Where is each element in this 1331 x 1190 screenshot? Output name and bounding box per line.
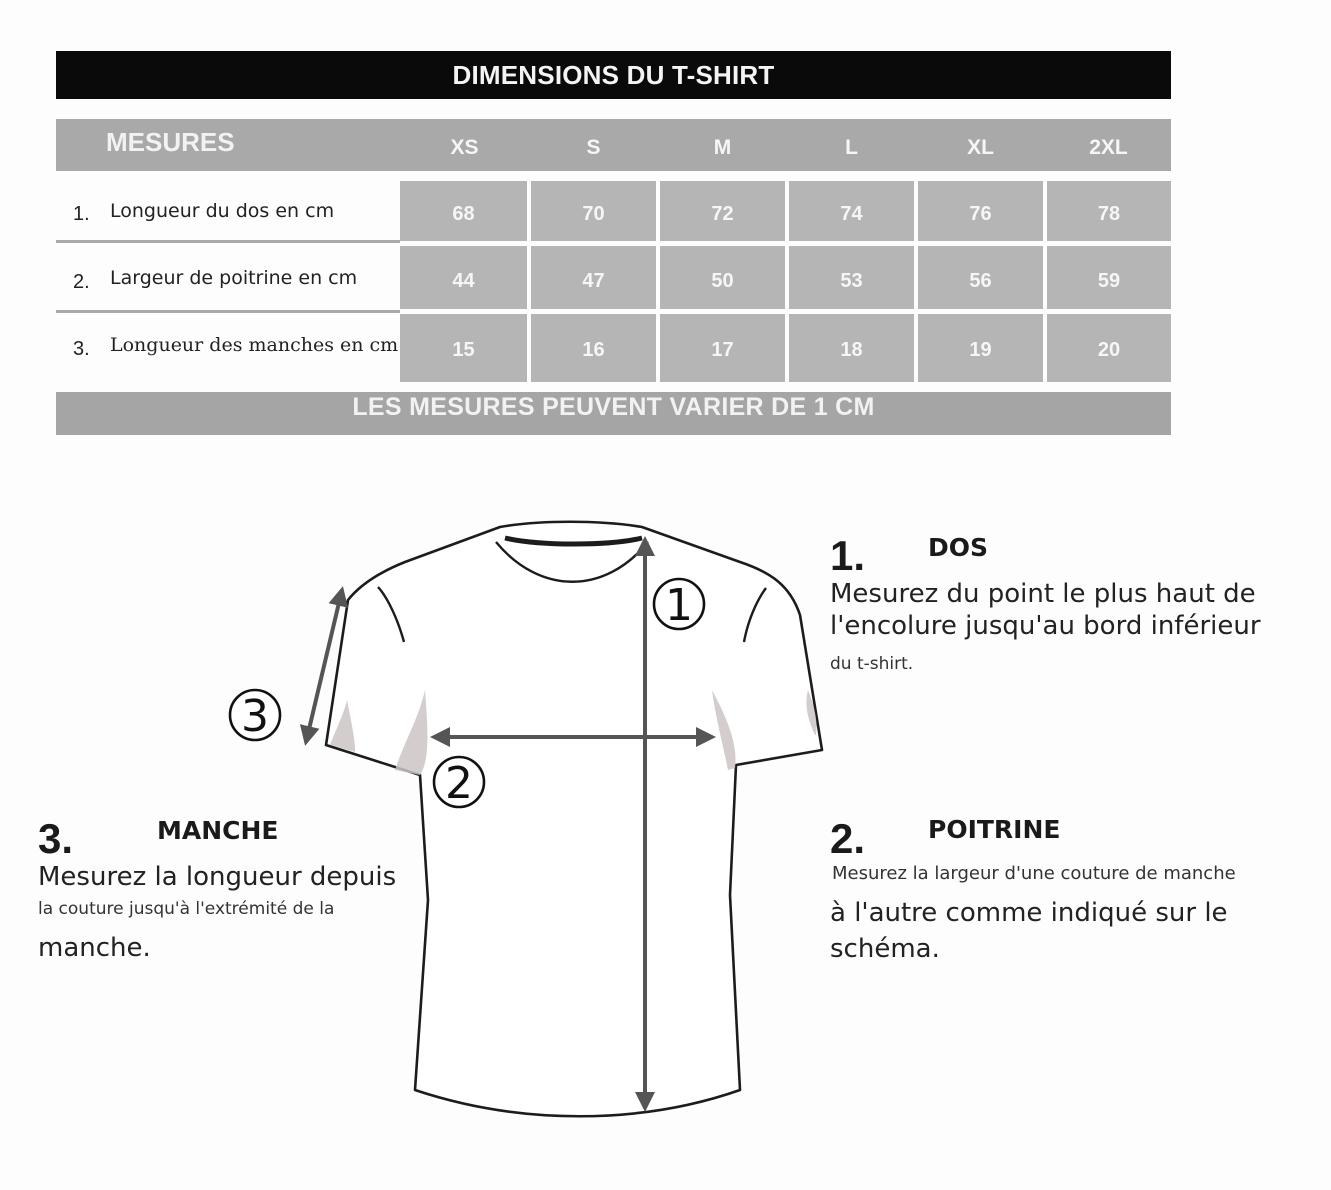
poitrine-text-line-3: schéma. (830, 934, 940, 964)
row-text: Longueur du dos en cm (110, 200, 335, 222)
table-cell: 74 (789, 181, 914, 241)
marker-2-label: 2 (445, 758, 473, 809)
manche-text-line-1: Mesurez la longueur depuis (38, 862, 397, 892)
poitrine-number: 2. (830, 815, 866, 862)
table-cell: 50 (660, 246, 785, 309)
row-text: Largeur de poitrine en cm (110, 267, 358, 289)
table-cell: 76 (918, 181, 1043, 241)
manche-title: MANCHE (157, 816, 279, 845)
tshirt-outline (326, 522, 822, 1117)
table-cell: 70 (531, 181, 656, 241)
table-cell: 44 (400, 246, 527, 309)
row-text: Longueur des manches en cm (110, 334, 399, 356)
table-title: DIMENSIONS DU T-SHIRT (56, 51, 1171, 99)
size-header-xs: XS (450, 136, 479, 159)
table-cell: 53 (789, 246, 914, 309)
dos-text-line-2: l'encolure jusqu'au bord inférieur (830, 611, 1261, 641)
size-header-m: M (713, 136, 732, 159)
table-cell: 56 (918, 246, 1043, 309)
marker-3-label: 3 (241, 691, 269, 742)
manche-number: 3. (38, 815, 74, 862)
table-cell: 19 (918, 314, 1043, 382)
table-cell: 15 (400, 314, 527, 382)
table-cell: 18 (789, 314, 914, 382)
table-cell: 20 (1047, 314, 1171, 382)
table-cell: 59 (1047, 246, 1171, 309)
poitrine-text-line-2: à l'autre comme indiqué sur le (830, 898, 1228, 928)
manche-text-line-3: manche. (38, 933, 151, 963)
size-header-s: S (586, 136, 601, 159)
table-cell: 16 (531, 314, 656, 382)
table-cell: 78 (1047, 181, 1171, 241)
size-header-2xl: 2XL (1089, 136, 1128, 159)
size-header-xl: XL (967, 136, 994, 159)
table-cell: 17 (660, 314, 785, 382)
table-cell: 47 (531, 246, 656, 309)
measurement-note: LES MESURES PEUVENT VARIER DE 1 CM (56, 392, 1171, 435)
measures-header-label: MESURES (106, 127, 235, 157)
size-header-l: L (845, 136, 858, 159)
poitrine-title: POITRINE (928, 815, 1061, 844)
dos-text-line-1: Mesurez du point le plus haut de (830, 579, 1256, 609)
dos-title: DOS (928, 533, 989, 562)
dos-text-line-3: du t-shirt. (830, 654, 914, 674)
table-cell: 68 (400, 181, 527, 241)
row-number: 1. (73, 203, 90, 225)
table-cell: 72 (660, 181, 785, 241)
dos-number: 1. (830, 532, 866, 579)
manche-text-line-2: la couture jusqu'à l'extrémité de la (38, 899, 335, 919)
row-number: 2. (73, 271, 90, 293)
row-number: 3. (73, 338, 90, 360)
poitrine-text-line-1: Mesurez la largeur d'une couture de manche (832, 863, 1236, 884)
marker-1-label: 1 (665, 580, 693, 631)
